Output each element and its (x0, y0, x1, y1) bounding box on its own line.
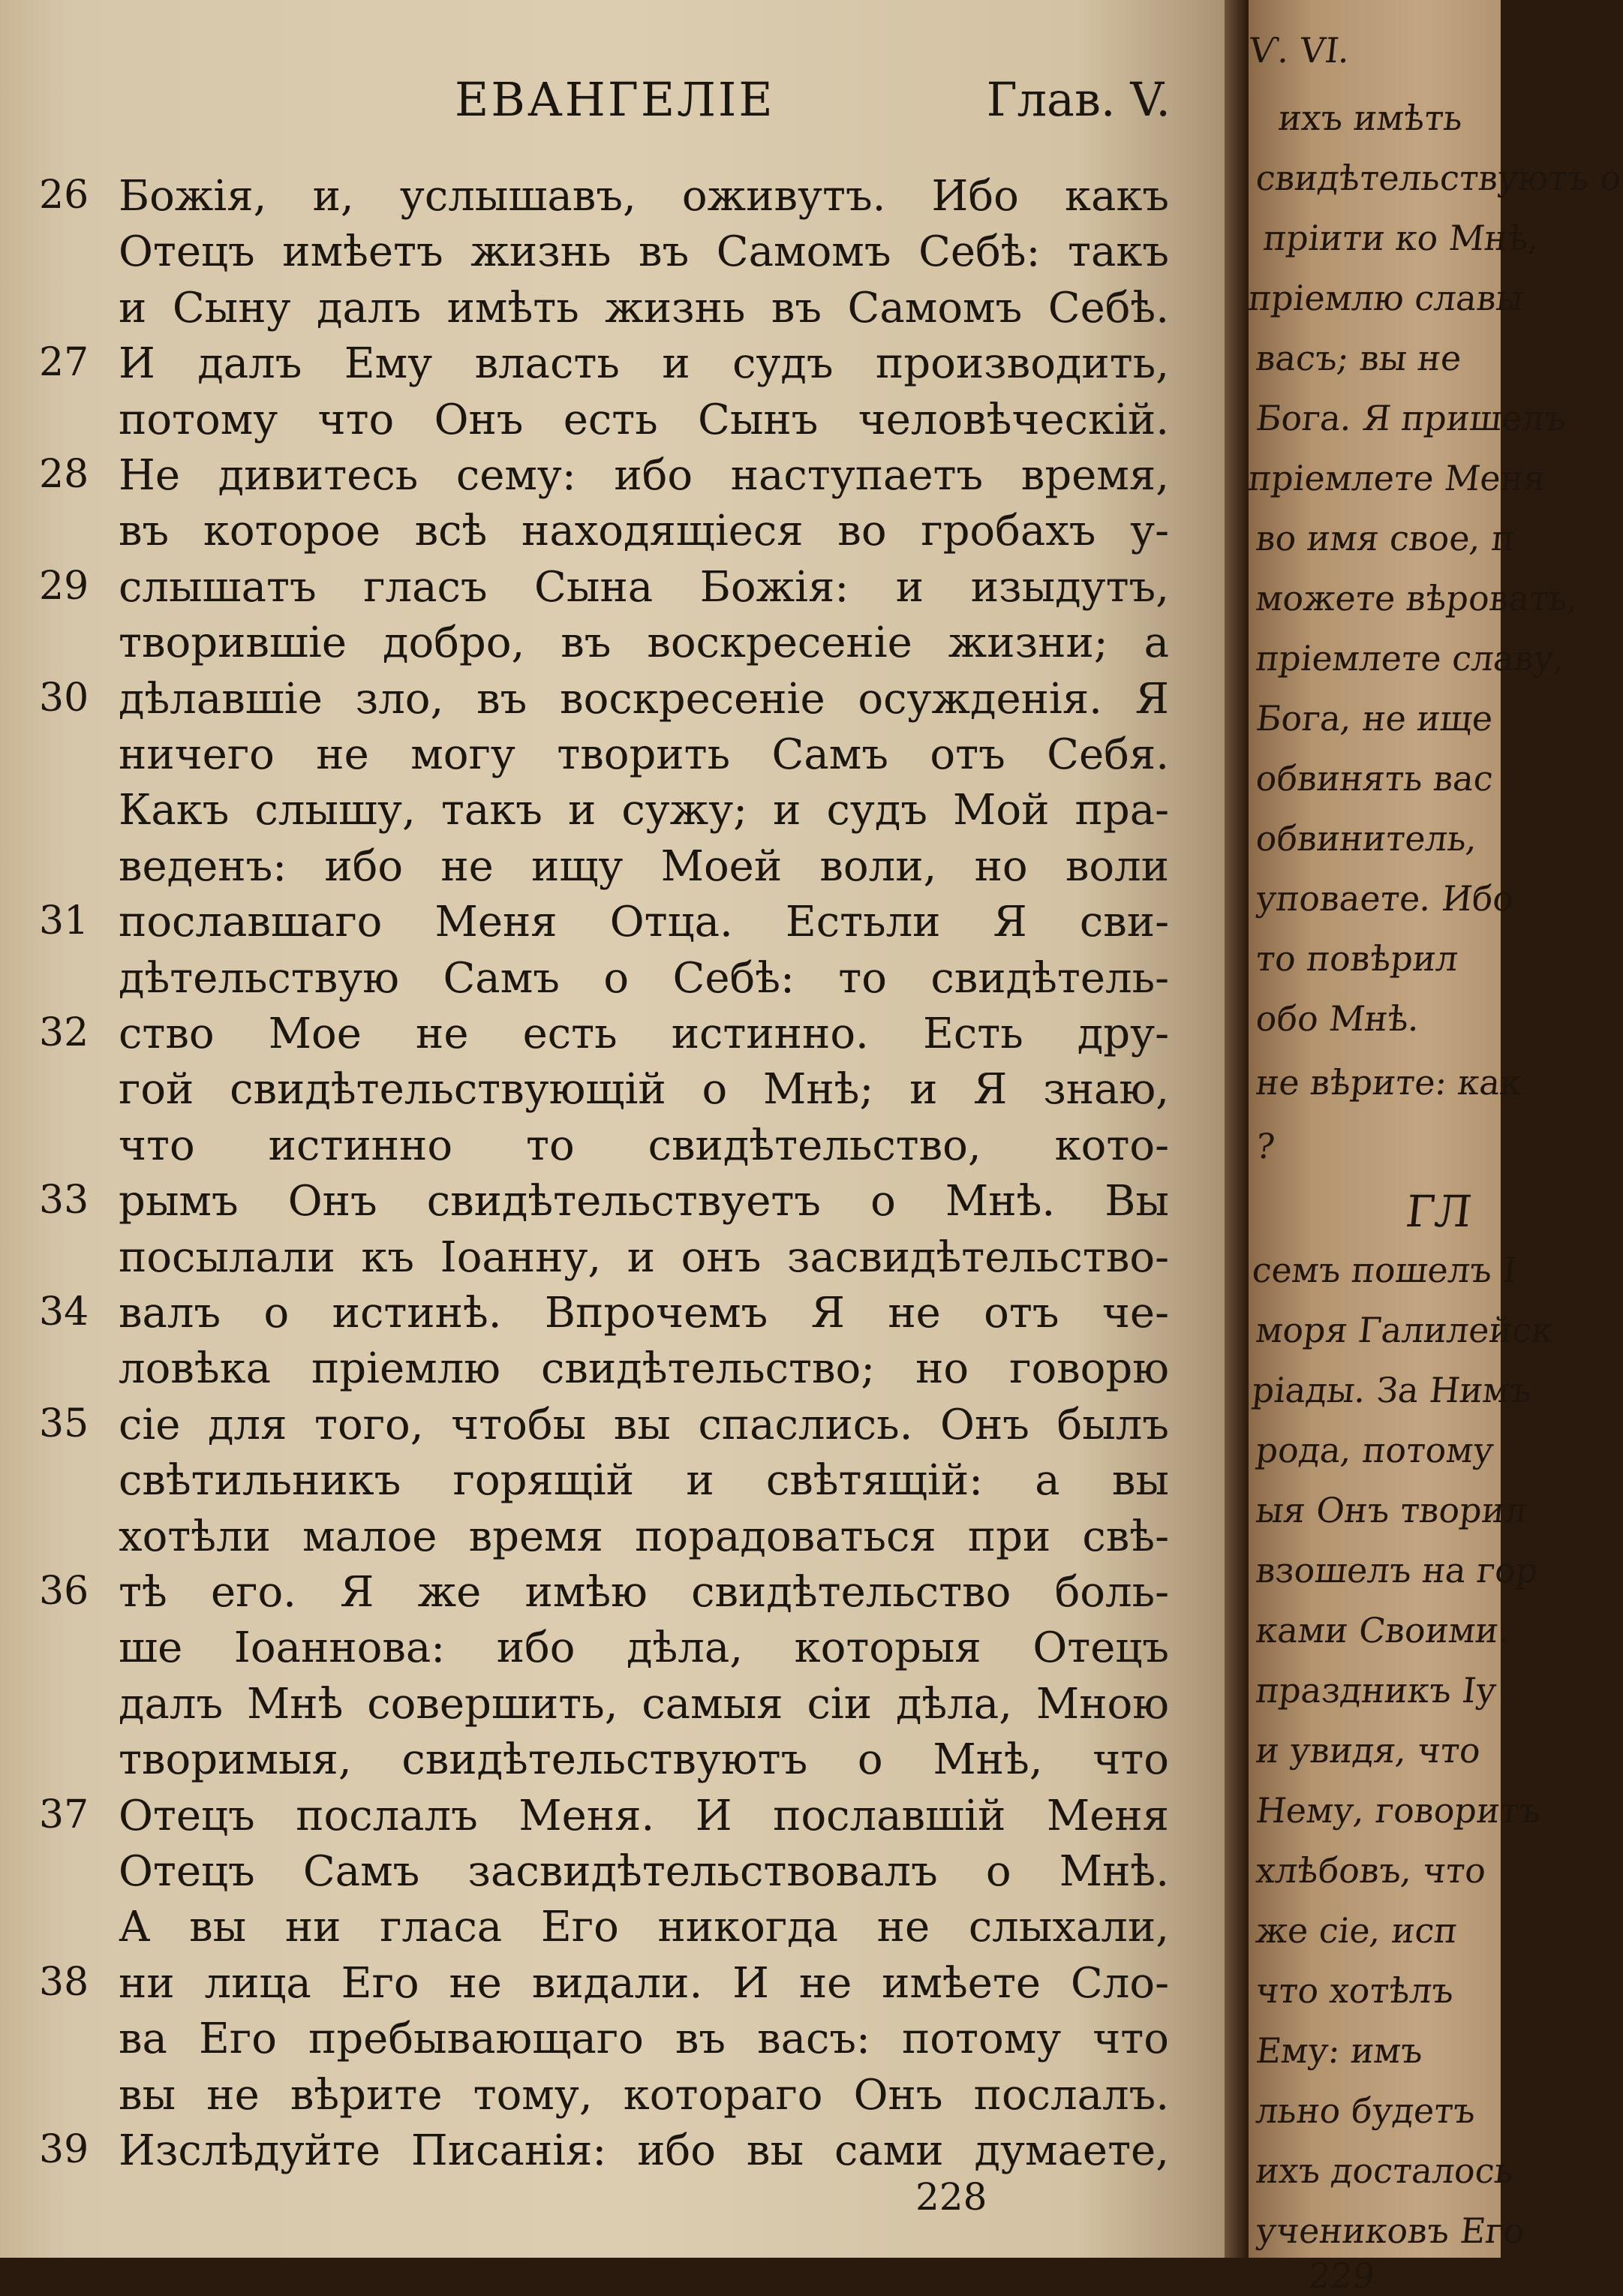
verse-number: 33 (39, 1178, 89, 1223)
text-line: ловѣка пріемлю свидѣтельство; но говорю (119, 1344, 1169, 1394)
facing-text-line: ыя Онъ творил (1254, 1490, 1529, 1530)
text-line: посылали къ Іоанну, и онъ засвидѣтельство- (119, 1232, 1169, 1282)
facing-text-line: Бога, не ище (1254, 698, 1495, 739)
facing-text-line: 229 (1306, 2255, 1377, 2296)
text-line: веденъ: ибо не ищу Моей воли, но воли (119, 841, 1169, 891)
text-line: хотѣли малое время порадоваться при свѣ- (119, 1512, 1169, 1561)
text-line: далъ Мнѣ совершить, самыя сіи дѣла, Мною (119, 1679, 1169, 1729)
text-line: вы не вѣрите тому, котораго Онъ послалъ. (119, 2070, 1169, 2120)
text-line: рымъ Онъ свидѣтельствуетъ о Мнѣ. Вы (119, 1177, 1169, 1226)
page-number: 228 (915, 2175, 987, 2219)
verse-number: 29 (39, 563, 89, 609)
facing-text-line: ріады. За Нимъ (1250, 1370, 1534, 1410)
facing-text-line: пріемлю славы (1246, 278, 1526, 318)
text-line: потому что Онъ есть Сынъ человѣческій. (119, 395, 1169, 444)
text-line: Не дивитесь сему: ибо наступаетъ время, (119, 451, 1169, 500)
facing-page (1246, 0, 1623, 2296)
facing-text-line: и увидя, что (1254, 1730, 1483, 1771)
text-line: ство Мое не есть истинно. Есть дру- (119, 1010, 1169, 1058)
facing-text-line: Бога. Я пришелъ (1254, 398, 1569, 438)
facing-text-line: что хотѣлъ (1254, 1970, 1456, 2011)
facing-text-line: Нему, говоритъ (1254, 1790, 1543, 1831)
facing-text-line: не вѣрите: как (1254, 1062, 1524, 1103)
facing-text-line: льно будетъ (1254, 2090, 1478, 2131)
verse-number: 30 (39, 675, 89, 721)
facing-text-line: васъ; вы не (1254, 338, 1464, 378)
verse-number: 28 (39, 452, 89, 497)
facing-text-line: ками Своими. (1254, 1610, 1512, 1651)
text-line: и Сыну далъ имѣть жизнь въ Самомъ Себѣ. (119, 283, 1169, 333)
running-title: ЕВАНГЕЛІЕ (455, 72, 775, 127)
facing-text-line: хлѣбовъ, что (1254, 1850, 1489, 1891)
verse-number: 37 (39, 1792, 89, 1837)
text-line: гой свидѣтельствующій о Мнѣ; и Я знаю, (119, 1065, 1169, 1115)
text-line: ничего не могу творить Самъ отъ Себя. (119, 730, 1169, 779)
facing-text-line: Ему: имъ (1254, 2030, 1426, 2071)
facing-text-line: Ѵ. VI. (1246, 30, 1352, 71)
verse-number: 35 (39, 1401, 89, 1446)
facing-text-line: пріемлете Меня (1246, 458, 1548, 498)
verse-number: 32 (39, 1010, 89, 1055)
facing-text-line: во имя свое, п (1254, 518, 1517, 558)
verse-number: 31 (39, 898, 89, 944)
verse-number: 38 (39, 1959, 89, 2005)
text-line: ше Іоаннова: ибо дѣла, которыя Отецъ (119, 1623, 1169, 1673)
text-line: творившіе добро, въ воскресеніе жизни; а (119, 618, 1169, 668)
facing-text-line: обо Мнѣ. (1254, 998, 1422, 1039)
facing-text-line: же сіе, исп (1254, 1910, 1460, 1951)
facing-text-line: обвинять вас (1254, 758, 1495, 799)
text-line: А вы ни гласа Его никогда не слыхали, (119, 1903, 1169, 1952)
text-line: творимыя, свидѣтельствуютъ о Мнѣ, что (119, 1735, 1169, 1785)
text-line: что истинно то свидѣтельство, кото- (119, 1121, 1169, 1170)
facing-text-line: пріемлете славу, (1254, 638, 1567, 679)
text-line: Отецъ послалъ Меня. И пославшій Меня (119, 1791, 1169, 1840)
verse-number: 26 (39, 173, 89, 218)
facing-text-line: семъ пошелъ І (1250, 1250, 1519, 1290)
verse-number: 39 (39, 2127, 89, 2172)
text-line: свѣтильникъ горящій и свѣтящій: а вы (119, 1456, 1169, 1506)
facing-text-line: моря Галилейск (1254, 1310, 1555, 1350)
scripture-text (119, 0, 1169, 2258)
verse-number: 27 (39, 340, 89, 386)
facing-chapter-heading: ГЛ (1403, 1186, 1474, 1237)
facing-text-line: рода, потому (1254, 1430, 1496, 1470)
text-line: ни лица Его не видали. И не имѣете Сло- (119, 1958, 1169, 2008)
facing-text-line: уповаете. Ибо (1254, 878, 1516, 919)
text-line: сіе для того, чтобы вы спаслись. Онъ былъ (119, 1400, 1169, 1449)
text-line: слышатъ гласъ Сына Божія: и изыдутъ, (119, 562, 1169, 612)
text-line: дѣтельствую Самъ о Себѣ: то свидѣтель- (119, 953, 1169, 1003)
text-line: Отецъ Самъ засвидѣтельствовалъ о Мнѣ. (119, 1847, 1169, 1896)
chapter-label: Глав. V. (986, 72, 1171, 127)
facing-text-line: праздникъ Іу (1254, 1670, 1498, 1711)
text-line: валъ о истинѣ. Впрочемъ Я не отъ че- (119, 1289, 1169, 1338)
facing-text-line: ихъ имѣть (1276, 98, 1465, 138)
facing-text-line: свидѣтельствуютъ о (1254, 158, 1623, 198)
facing-text-line: обвинитель, (1254, 818, 1480, 859)
facing-text-line: пріити ко Мнѣ, (1261, 218, 1542, 258)
facing-text-line: учениковъ Его (1254, 2210, 1527, 2251)
verse-number: 36 (39, 1569, 89, 1614)
text-line: дѣлавшіе зло, въ воскресеніе осужденія. Я (119, 674, 1169, 724)
facing-text-line: можете вѣровать, (1254, 578, 1581, 618)
text-line: Отецъ имѣетъ жизнь въ Самомъ Себѣ: такъ (119, 227, 1169, 277)
facing-text-line: ? (1254, 1126, 1277, 1166)
facing-text-line: взошелъ на гор (1254, 1550, 1540, 1590)
text-line: ва Его пребывающаго въ васъ: потому что (119, 2015, 1169, 2064)
text-line: И далъ Ему власть и судъ производить, (119, 339, 1169, 389)
text-line: Божія, и, услышавъ, оживутъ. Ибо какъ (119, 172, 1169, 221)
verse-number-column (0, 0, 105, 2258)
text-line: Какъ слышу, такъ и сужу; и судъ Мой пра- (119, 786, 1169, 835)
text-line: въ которое всѣ находящіеся во гробахъ у- (119, 507, 1169, 556)
verse-number: 34 (39, 1289, 89, 1335)
facing-text-line: ихъ досталось (1254, 2150, 1516, 2191)
text-line: пославшаго Меня Отца. Естьли Я сви- (119, 898, 1169, 947)
text-line: Изслѣдуйте Писанія: ибо вы сами думаете, (119, 2126, 1169, 2175)
facing-text-line: то повѣрил (1254, 938, 1460, 979)
text-line: тѣ его. Я же имѣю свидѣтельство боль- (119, 1568, 1169, 1617)
